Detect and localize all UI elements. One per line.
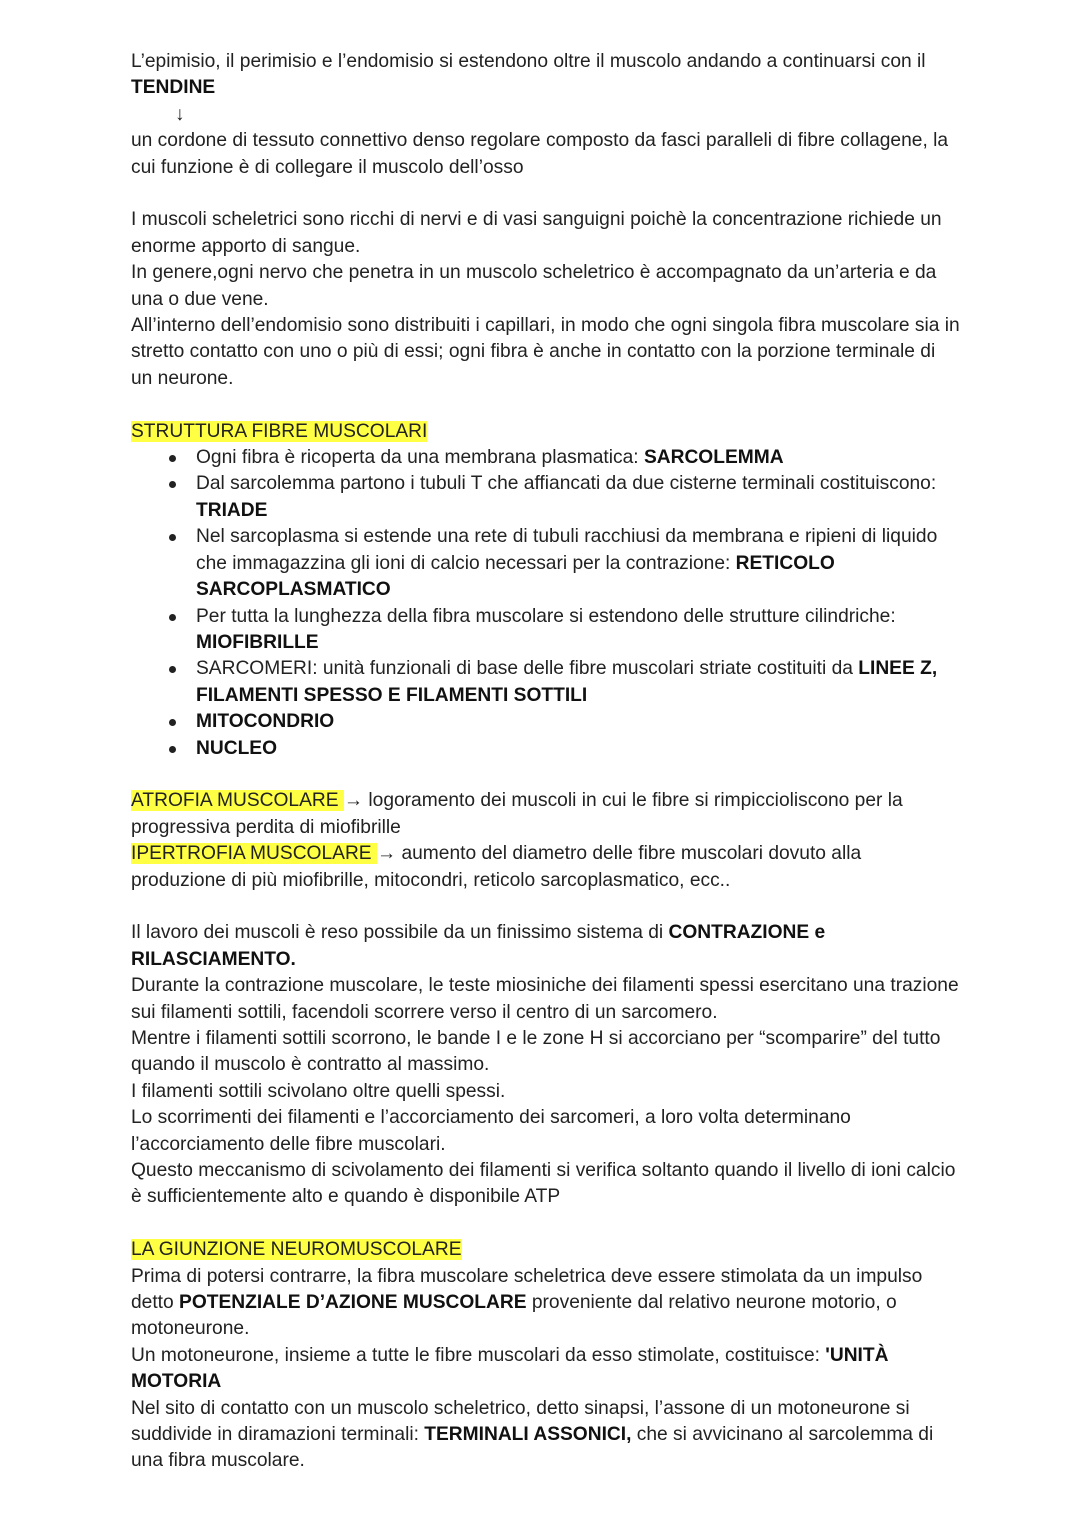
- paragraph-contrazione-line: Lo scorrimenti dei filamenti e l’accorciamento dei sarcomeri, a loro volta determinano l’accorciamento delle fibre muscolari.: [131, 1107, 851, 1155]
- paragraph-contrazione-intro: Il lavoro dei muscoli è reso possibile da un finissimo sistema di CONTRAZIONE e RILASCIAMENTO.: [131, 922, 826, 970]
- list-item-nucleo: NUCLEO: [131, 736, 961, 762]
- highlight-atrofia: ATROFIA MUSCOLARE: [131, 790, 344, 812]
- paragraph-capillari: All’interno dell’endomisio sono distribuiti i capillari, in modo che ogni singola fibra muscolare sia in stretto contatto con uno o più di essi; ogni fibra è anche in contatto con la porzione terminale di un neurone.: [131, 315, 960, 389]
- list-item-mitocondrio: MITOCONDRIO: [131, 709, 961, 735]
- list-item-sarcomeri: SARCOMERI: unità funzionali di base delle fibre muscolari striate costituiti da LINEE Z, FILAMENTI SPESSO E FILAMENTI SOTTILI: [131, 656, 961, 709]
- highlight-giunzione: LA GIUNZIONE NEUROMUSCOLARE: [131, 1239, 462, 1261]
- paragraph-muscoli-nervi: I muscoli scheletrici sono ricchi di nervi e di vasi sanguigni poichè la concentrazione richiede un enorme apporto di sangue.: [131, 209, 942, 257]
- list-item-miofibrille: Per tutta la lunghezza della fibra muscolare si estendono delle strutture cilindriche: MIOFIBRILLE: [131, 604, 961, 657]
- heading-struttura-fibre: [131, 419, 961, 445]
- paragraph-contrazione-line: Questo meccanismo di scivolamento dei filamenti si verifica soltanto quando il livello di ioni calcio è sufficientemente alto e quando è disponibile ATP: [131, 1160, 956, 1208]
- paragraph-contrazione-line: I filamenti sottili scivolano oltre quelli spessi.: [131, 1080, 506, 1102]
- highlight-struttura: STRUTTURA FIBRE MUSCOLARI: [131, 420, 428, 442]
- paragraph-contrazione-line: Durante la contrazione muscolare, le teste miosiniche dei filamenti spessi esercitano una trazione sui filamenti sottili, facendoli scorrere verso il centro di un sarcomero.: [131, 975, 959, 1023]
- list-item-sarcolemma: Ogni fibra è ricoperta da una membrana plasmatica: SARCOLEMMA: [131, 445, 961, 471]
- down-arrow-icon: ↓: [175, 103, 185, 125]
- paragraph-terminali: Nel sito di contatto con un muscolo scheletrico, detto sinapsi, l’assone di un motoneurone si suddivide in diramazioni terminali: TERMINALI ASSONICI, che si avvicinano al sarcolemma di una fibra muscolare.: [131, 1397, 934, 1472]
- heading-giunzione: [131, 1237, 961, 1263]
- term-tendine: TENDINE: [131, 77, 216, 99]
- list-item-triade: Dal sarcolemma partono i tubuli T che affiancati da due cisterne terminali costituiscono: TRIADE: [131, 471, 961, 524]
- struttura-list: [131, 445, 961, 762]
- paragraph-ipertrofia: IPERTROFIA MUSCOLARE → aumento del diametro delle fibre muscolari dovuto alla produzione di più miofibrille, mitocondri, reticolo sarcoplasmatico, ecc..: [131, 843, 862, 891]
- paragraph-unita-motoria: Un motoneurone, insieme a tutte le fibre muscolari da esso stimolate, costituisce: 'UNITÀ MOTORIA: [131, 1344, 889, 1393]
- document-body: [131, 49, 961, 1475]
- paragraph-potenziale: Prima di potersi contrarre, la fibra muscolare scheletrica deve essere stimolata da un impulso detto POTENZIALE D’AZIONE MUSCOLARE proveniente dal relativo neurone motorio, o motoneurone.: [131, 1265, 923, 1340]
- paragraph-nervo-arteria: In genere,ogni nervo che penetra in un muscolo scheletrico è accompagnato da un’arteria e da una o due vene.: [131, 262, 937, 310]
- paragraph-tendine-definition: un cordone di tessuto connettivo denso regolare composto da fasci paralleli di fibre collagene, la cui funzione è di collegare il muscolo dell’osso: [131, 130, 949, 178]
- paragraph-atrofia: ATROFIA MUSCOLARE → logoramento dei muscoli in cui le fibre si rimpiccioliscono per la progressiva perdita di miofibrille: [131, 790, 903, 838]
- paragraph-tendine: L’epimisio, il perimisio e l’endomisio si estendono oltre il muscolo andando a continuarsi con il TENDINE: [131, 51, 926, 99]
- paragraph-contrazione-line: Mentre i filamenti sottili scorrono, le bande I e le zone H si accorciano per “scomparire” del tutto quando il muscolo è contratto al massimo.: [131, 1027, 941, 1076]
- term-contrazione: CONTRAZIONE e RILASCIAMENTO.: [131, 922, 826, 970]
- highlight-ipertrofia: IPERTROFIA MUSCOLARE: [131, 843, 377, 865]
- list-item-reticolo: Nel sarcoplasma si estende una rete di tubuli racchiusi da membrana e ripieni di liquido che immagazzina gli ioni di calcio necessari per la contrazione: RETICOLO SARCOPLASMATICO: [131, 524, 961, 603]
